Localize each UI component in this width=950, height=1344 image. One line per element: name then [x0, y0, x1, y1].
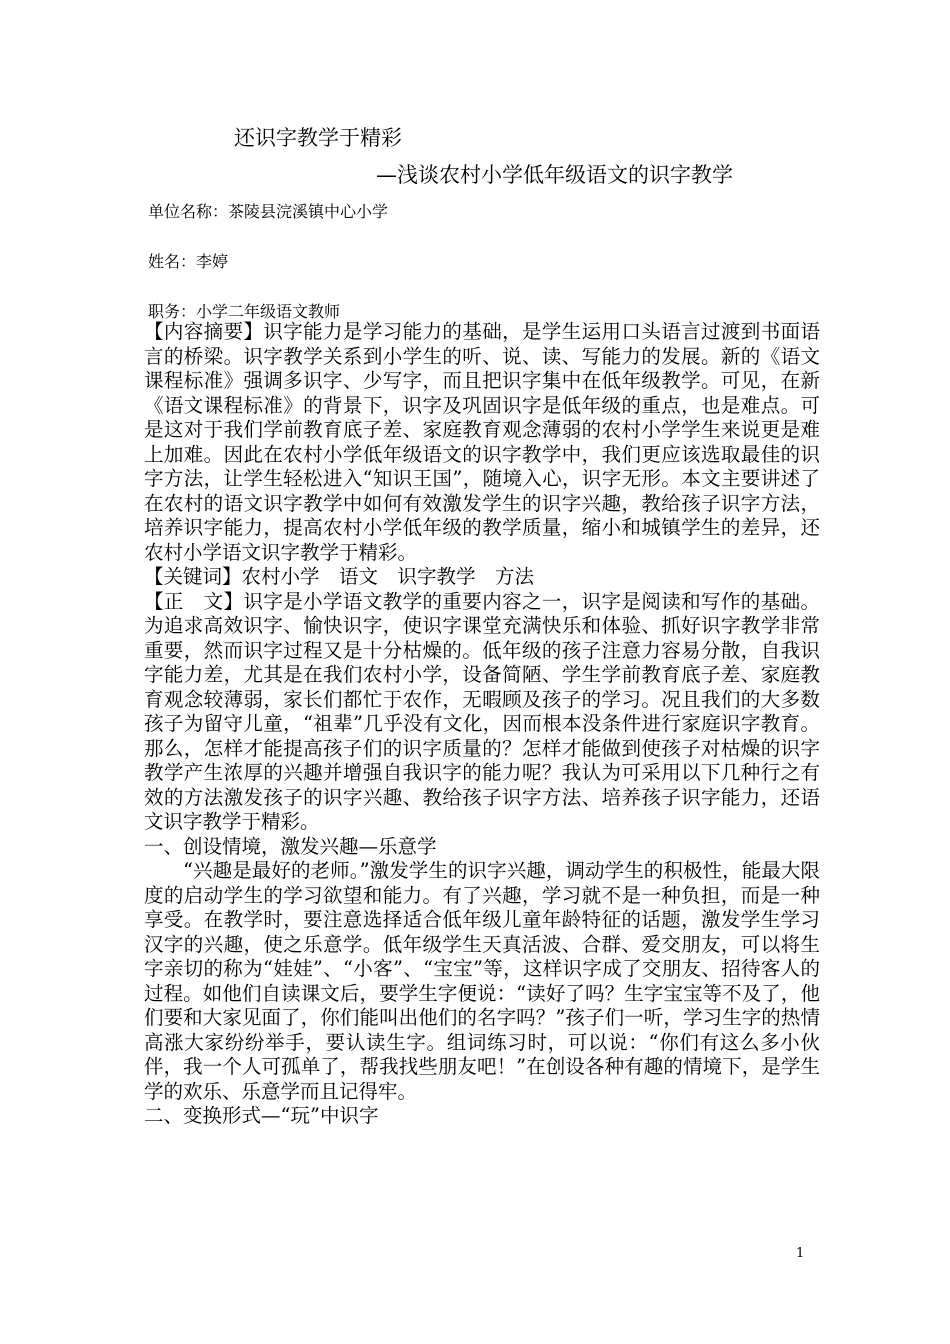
- keywords-paragraph: 【关键词】农村小学 语文 识字教学 方法: [144, 565, 535, 588]
- document-body: [144, 320, 820, 1129]
- section-heading-1: 一、创设情境，激发兴趣—乐意学: [144, 834, 437, 858]
- document-title: 还识字教学于精彩: [234, 126, 402, 150]
- abstract-paragraph: 【内容摘要】识字能力是学习能力的基础，是学生运用口头语言过渡到书面语言的桥梁。识字教学关系到小学生的听、说、读、写能力的发展。新的《语文课程标准》强调多识字、少写字，而且把识字集中在低年级教学。可见，在新《语文课程标准》的背景下，识字及巩固识字是低年级的重点，也是难点。可是这对于我们学前教育底子差、家庭教育观念薄弱的农村小学学生来说更是难上加难。因此在农村小学低年级语文的识字教学中，我们更应该选取最佳的识字方法，让学生轻松进入“知识王国”，随境入心，识字无形。本文主要讲述了在农村的语文识字教学中如何有效激发学生的识字兴趣，教给孩子识字方法，培养识字能力，提高农村小学低年级的教学质量，缩小和城镇学生的差异，还农村小学语文识字教学于精彩。: [144, 320, 820, 564]
- main-text-paragraph: 【正 文】识字是小学语文教学的重要内容之一，识字是阅读和写作的基础。为追求高效识字、愉快识字，使识字课堂充满快乐和体验、抓好识字教学非常重要，然而识字过程又是十分枯燥的。低年级的孩子注意力容易分散，自我识字能力差，尤其是在我们农村小学，设备简陋、学生学前教育底子差、家庭教育观念较薄弱，家长们都忙于农作，无暇顾及孩子的学习。况且我们的大多数孩子为留守儿童，“祖辈”几乎没有文化，因而根本没条件进行家庭识字教育。那么，怎样才能提高孩子们的识字质量的？怎样才能做到使孩子对枯燥的识字教学产生浓厚的兴趣并增强自我识字的能力呢？我认为可采用以下几种行之有效的方法激发孩子的识字兴趣、教给孩子识字方法、培养孩子识字能力，还语文识字教学于精彩。: [144, 589, 820, 833]
- author-unit: 单位名称：茶陵县浣溪镇中心小学: [148, 202, 389, 221]
- section-1-paragraph: “兴趣是最好的老师。”激发学生的识字兴趣，调动学生的积极性，能最大限度的启动学生的学习欲望和能力。有了兴趣，学习就不是一种负担，而是一种享受。在教学时，要注意选择适合低年级儿童年龄特征的话题，激发学生学习汉字的兴趣，使之乐意学。低年级学生天真活波、合群、爱交朋友，可以将生字亲切的称为“娃娃”、“小客”、“宝宝”等，这样识字成了交朋友、招待客人的过程。如他们自读课文后，要学生字便说：“读好了吗？生字宝宝等不及了，他们要和大家见面了，你们能叫出他们的名字吗？”孩子们一听，学习生字的热情高涨大家纷纷举手，要认读生字。组词练习时，可以说：“你们有这么多小伙伴，我一个人可孤单了，帮我找些朋友吧！”在创设各种有趣的情境下，是学生学的欢乐、乐意学而且记得牢。: [144, 859, 820, 1103]
- page-number: 1: [796, 1246, 805, 1261]
- document-subtitle: —浅谈农村小学低年级语文的识字教学: [376, 163, 733, 187]
- author-name: 姓名：李婷: [148, 252, 229, 271]
- section-heading-2: 二、变换形式—“玩”中识字: [144, 1104, 379, 1127]
- author-position: 职务：小学二年级语文教师: [148, 302, 341, 321]
